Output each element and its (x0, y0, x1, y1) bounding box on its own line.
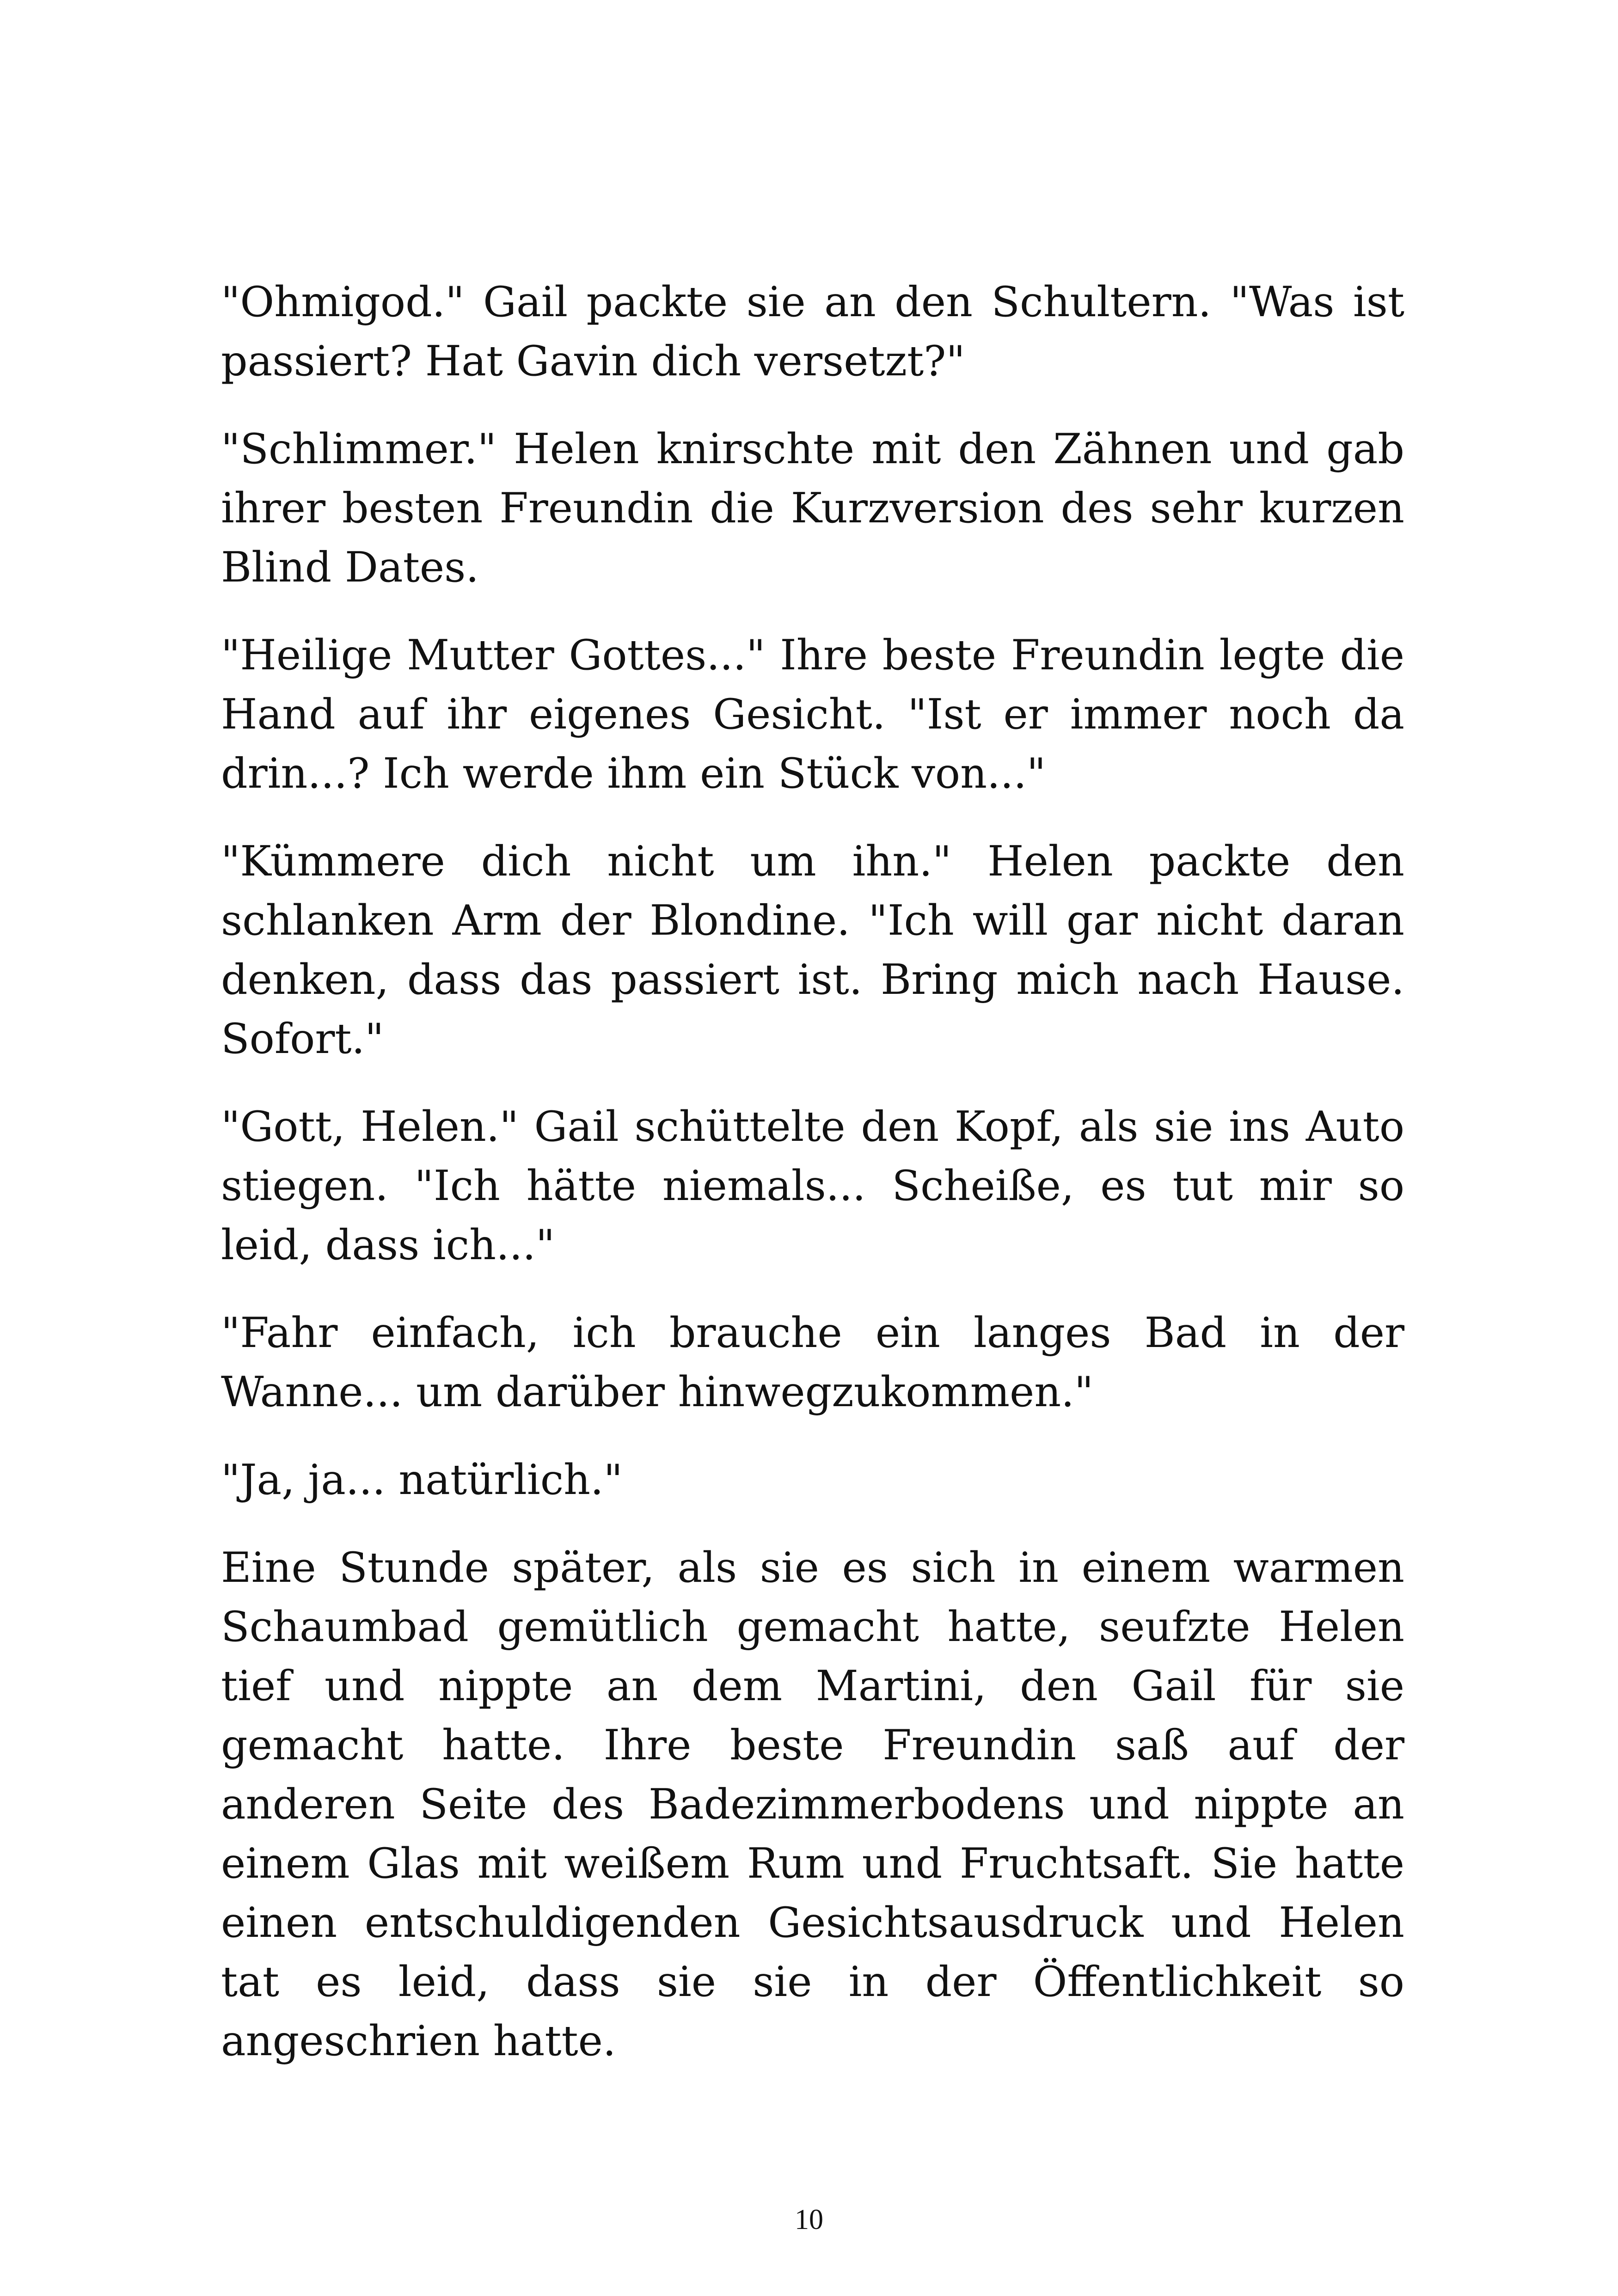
paragraph-2: "Schlimmer." Helen knirschte mit den Zähnen und gab ihrer besten Freundin die Kurzversion des sehr kurzen Blind Dates. (221, 425, 1404, 592)
body-text (221, 273, 1404, 2100)
page-number: 10 (795, 2204, 823, 2235)
paragraph-8: Eine Stunde später, als sie es sich in einem warmen Schaumbad gemütlich gemacht hatte, seufzte Helen tief und nippte an dem Martini, den Gail für sie gemacht hatte. Ihre beste Freundin saß auf der anderen Seite des Badezimmerbodens und nippte an einem Glas mit weißem Rum und Fruchtsaft. Sie hatte einen entschuldigenden Gesichtsausdruck und Helen tat es leid, dass sie sie in der Öffentlichkeit so angeschrien hatte. (221, 1543, 1404, 2065)
paragraph-1: "Ohmigod." Gail packte sie an den Schultern. "Was ist passiert? Hat Gavin dich versetzt?" (221, 278, 1404, 386)
paragraph-7: "Ja, ja... natürlich." (221, 1456, 623, 1504)
paragraph-4: "Kümmere dich nicht um ihn." Helen packte den schlanken Arm der Blondine. "Ich will gar nicht daran denken, dass das passiert ist. Bring mich nach Hause. Sofort." (221, 837, 1404, 1063)
paragraph-6: "Fahr einfach, ich brauche ein langes Bad in der Wanne... um darüber hinwegzukommen." (221, 1309, 1404, 1416)
paragraph-3: "Heilige Mutter Gottes..." Ihre beste Freundin legte die Hand auf ihr eigenes Gesicht. "Ist er immer noch da drin...? Ich werde ihm ein Stück von..." (221, 631, 1404, 798)
paragraph-5: "Gott, Helen." Gail schüttelte den Kopf, als sie ins Auto stiegen. "Ich hätte niemals... Scheiße, es tut mir so leid, dass ich..." (221, 1102, 1404, 1269)
